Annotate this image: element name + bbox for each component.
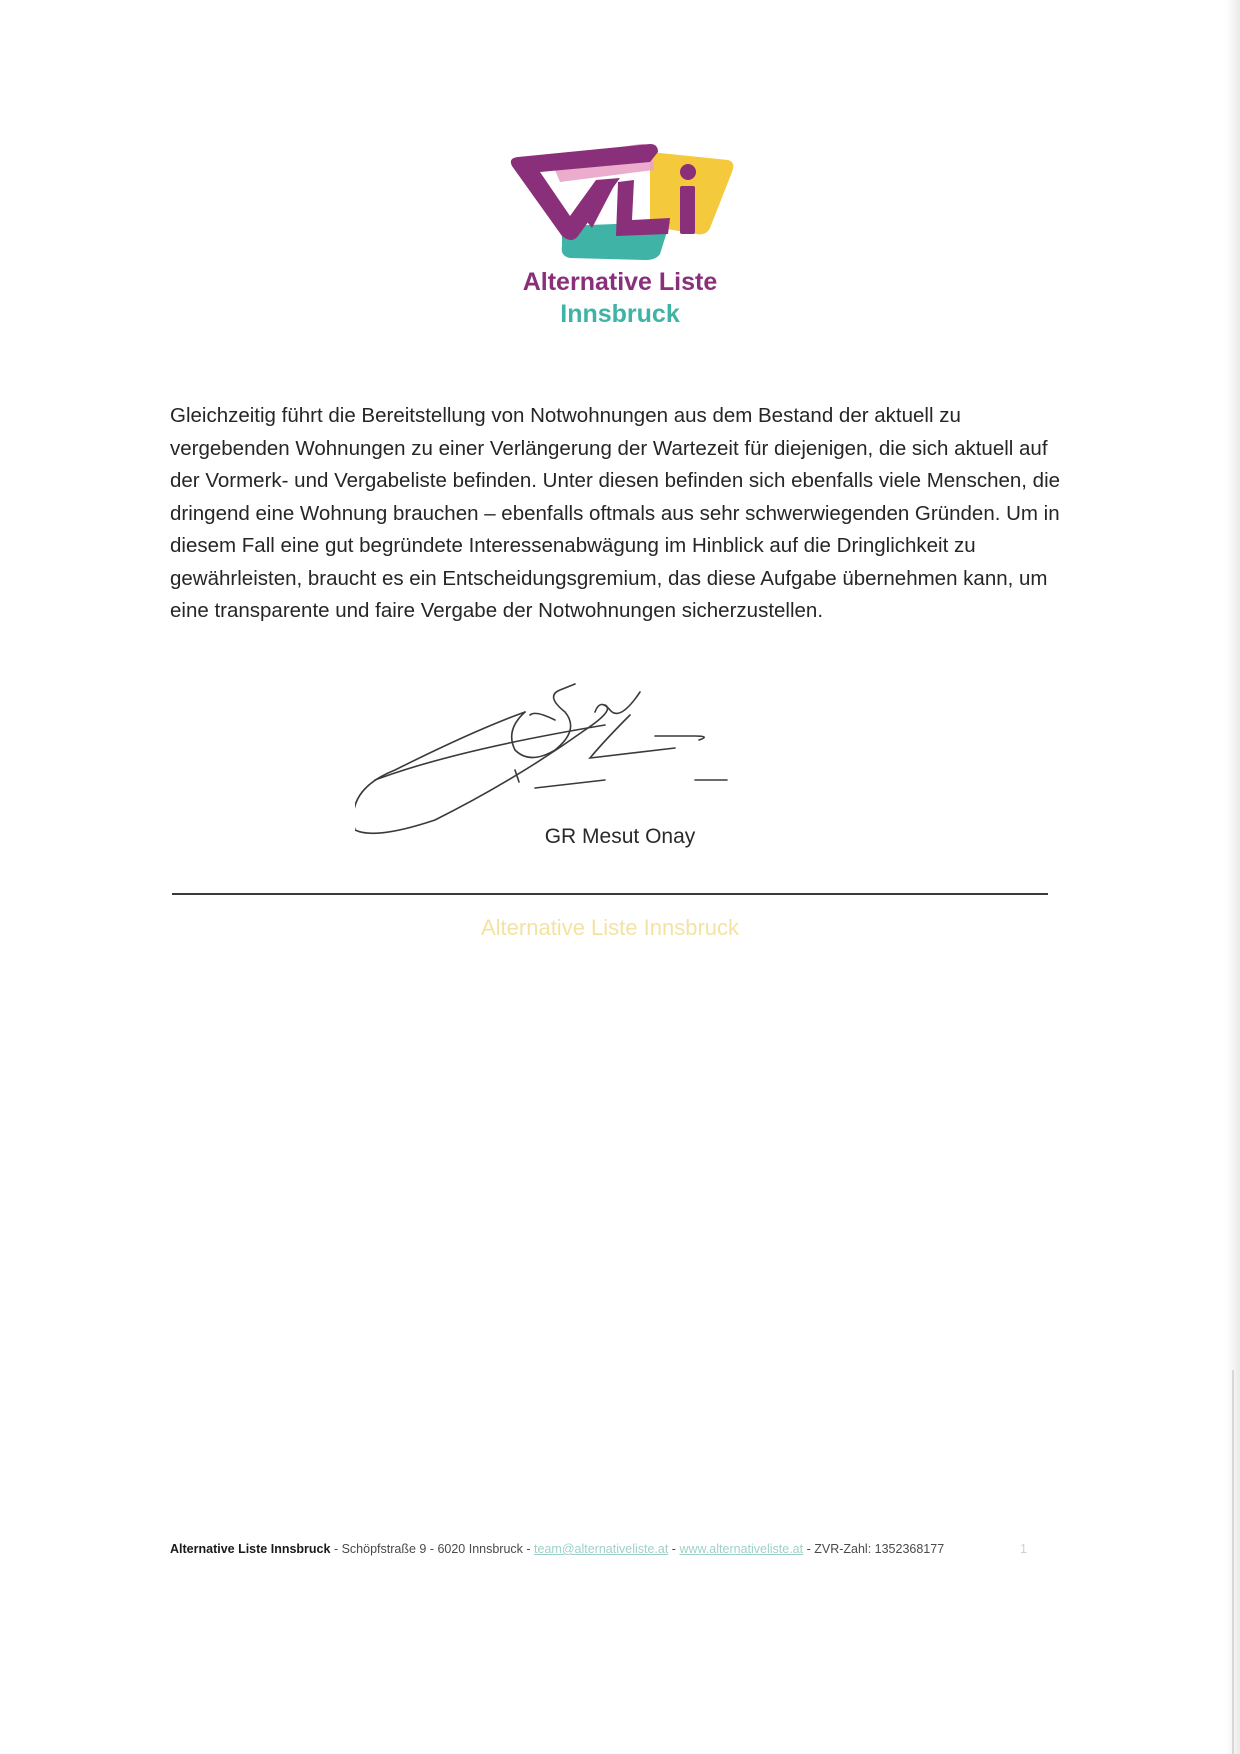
logo-title: Alternative Liste	[522, 268, 718, 296]
body-line: dringend eine Wohnung brauchen – ebenfalls oftmals aus sehr schwerwiegenden Gründen. Um in	[170, 501, 1060, 525]
body-line: gewährleisten, braucht es ein Entscheidungsgremium, das diese Aufgabe übernehmen kann, um	[170, 566, 1048, 590]
body-line: eine transparente und faire Vergabe der Notwohnungen sicherzustellen.	[170, 599, 824, 622]
footer-zvr: - ZVR-Zahl: 1352368177	[803, 1542, 945, 1556]
handwritten-signature	[355, 670, 815, 840]
footer-website-link[interactable]: www.alternativeliste.at	[679, 1542, 804, 1556]
footer-address: - Schöpfstraße 9 - 6020 Innsbruck -	[330, 1542, 535, 1556]
page-number: 1	[1020, 1542, 1027, 1556]
watermark-text: Alternative Liste Innsbruck	[480, 915, 740, 940]
footer-email-link[interactable]: team@alternativeliste.at	[534, 1542, 669, 1556]
body-paragraph	[170, 400, 1070, 628]
footer-separator: -	[668, 1542, 680, 1556]
divider	[172, 893, 1048, 895]
body-line: vergebenden Wohnungen zu einer Verlängerung der Wartezeit für diejenigen, die sich aktuell auf	[170, 436, 1048, 460]
body-line: Gleichzeitig führt die Bereitstellung von Notwohnungen aus dem Bestand der aktuell zu	[170, 404, 961, 427]
body-line: diesem Fall eine gut begründete Interessenabwägung im Hinblick auf die Dringlichkeit zu	[170, 534, 976, 557]
logo-subtitle: Innsbruck	[560, 300, 680, 328]
body-line: der Vormerk- und Vergabeliste befinden. Unter diesen befinden sich ebenfalls viele Menschen, die	[170, 469, 1061, 492]
signer-name: GR Mesut Onay	[544, 825, 696, 848]
logo-mark-icon	[500, 130, 740, 270]
scan-edge-line	[1232, 1370, 1234, 1754]
party-logo	[500, 130, 740, 335]
footer	[170, 1542, 1070, 1556]
footer-org: Alternative Liste Innsbruck	[170, 1542, 331, 1556]
